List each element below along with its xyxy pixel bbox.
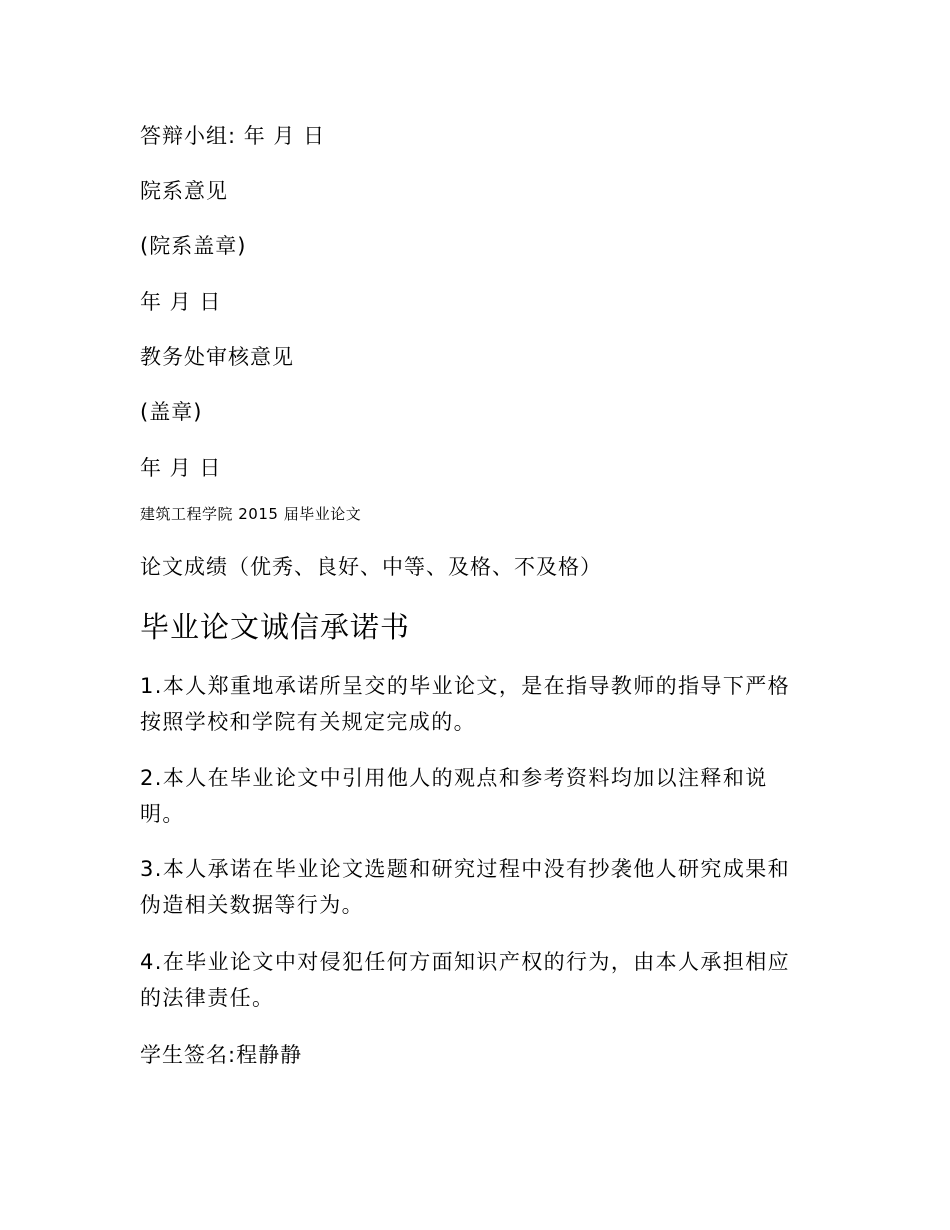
running-header: 建筑工程学院 2015 届毕业论文 (140, 505, 362, 523)
academic-affairs-date-line: 年 月 日 (140, 456, 222, 480)
department-date-line: 年 月 日 (140, 290, 222, 314)
student-signature: 学生签名:程静静 (140, 1043, 303, 1067)
pledge-item-4: 4.在毕业论文中对侵犯任何方面知识产权的行为，由本人承担相应的法律责任。 (140, 950, 791, 1010)
pledge-title: 毕业论文诚信承诺书 (140, 610, 411, 644)
department-opinion-label: 院系意见 (140, 179, 228, 203)
pledge-item-3: 3.本人承诺在毕业论文选题和研究过程中没有抄袭他人研究成果和伪造相关数据等行为。 (140, 857, 791, 917)
thesis-grade-line: 论文成绩（优秀、良好、中等、及格、不及格） (140, 555, 602, 579)
department-seal-label: (院系盖章) (140, 234, 247, 258)
academic-affairs-seal-label: (盖章) (140, 400, 203, 424)
pledge-item-1: 1.本人郑重地承诺所呈交的毕业论文，是在指导教师的指导下严格按照学校和学院有关规定完成的。 (140, 674, 791, 734)
academic-affairs-opinion-label: 教务处审核意见 (140, 345, 294, 369)
pledge-item-2: 2.本人在毕业论文中引用他人的观点和参考资料均加以注释和说明。 (140, 766, 768, 826)
defense-group-date-line: 答辩小组: 年 月 日 (140, 124, 326, 148)
